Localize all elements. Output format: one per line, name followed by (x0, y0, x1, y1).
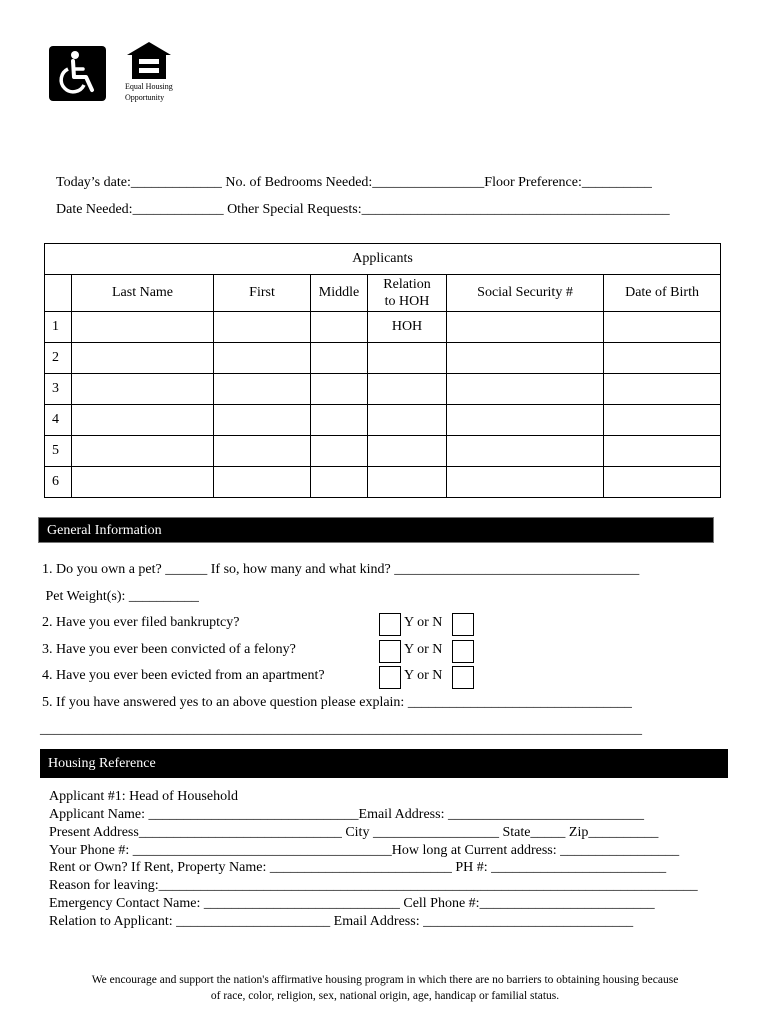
cell-middle[interactable] (311, 405, 368, 436)
cell-dob[interactable] (604, 467, 721, 498)
cell-ssn[interactable] (447, 343, 604, 374)
col-header-middle: Middle (311, 275, 368, 312)
present-address-field[interactable]: Present Address_____________________________ City __________________ State_____ Zip__________ (49, 825, 659, 840)
explain-extra-line[interactable]: ______________________________________________________________________________________ (40, 722, 642, 737)
col-header-last-name: Last Name (72, 275, 214, 312)
footer-line1: We encourage and support the nation's affirmative housing program in which there are no barriers to obtaining housing because (91, 974, 679, 986)
bankruptcy-question: 2. Have you ever filed bankruptcy? (42, 615, 240, 630)
cell-ssn[interactable] (447, 405, 604, 436)
applicant-name-email-field[interactable]: Applicant Name: ______________________________Email Address: ____________________________ (49, 807, 644, 822)
cell-relation[interactable] (368, 343, 447, 374)
applicant-head-label: Applicant #1: Head of Household (49, 789, 238, 804)
row-number: 3 (45, 374, 72, 405)
row-number: 2 (45, 343, 72, 374)
table-row (45, 467, 721, 498)
col-header-relation-line1: Relation (383, 277, 431, 292)
eho-caption-line1: Equal Housing (125, 82, 173, 91)
cell-dob[interactable] (604, 436, 721, 467)
cell-relation[interactable] (368, 436, 447, 467)
phone-duration-field[interactable]: Your Phone #: _____________________________________How long at Current address: _________________ (49, 843, 680, 858)
general-information-heading: General Information (38, 517, 714, 543)
cell-first[interactable] (214, 374, 311, 405)
header-line-dates-bedrooms[interactable]: Today’s date:_____________ No. of Bedrooms Needed:________________Floor Preference:__________ (56, 175, 652, 190)
cell-dob[interactable] (604, 312, 721, 343)
cell-dob[interactable] (604, 374, 721, 405)
explain-question[interactable]: 5. If you have answered yes to an above question please explain: ________________________________ (42, 695, 632, 710)
pet-question[interactable]: 1. Do you own a pet? ______ If so, how many and what kind? ___________________________________ (42, 562, 640, 577)
eho-caption-line2: Opportunity (125, 93, 165, 102)
cell-first[interactable] (214, 467, 311, 498)
cell-last-name[interactable] (72, 312, 214, 343)
felony-yes-checkbox[interactable] (379, 640, 401, 663)
cell-last-name[interactable] (72, 467, 214, 498)
table-row (45, 436, 721, 467)
eviction-yes-checkbox[interactable] (379, 666, 401, 689)
rent-own-field[interactable]: Rent or Own? If Rent, Property Name: __________________________ PH #: _________________________ (49, 860, 667, 875)
cell-relation[interactable] (368, 374, 447, 405)
table-row (45, 405, 721, 436)
row-number: 6 (45, 467, 72, 498)
cell-ssn[interactable] (447, 374, 604, 405)
cell-middle[interactable] (311, 436, 368, 467)
housing-reference-heading: Housing Reference (40, 749, 728, 778)
cell-relation[interactable] (368, 405, 447, 436)
cell-first[interactable] (214, 405, 311, 436)
row-number: 1 (45, 312, 72, 343)
col-header-number (45, 275, 72, 312)
cell-middle[interactable] (311, 343, 368, 374)
row-number: 5 (45, 436, 72, 467)
col-header-ssn: Social Security # (447, 275, 604, 312)
bankruptcy-yes-checkbox[interactable] (379, 613, 401, 636)
eviction-question: 4. Have you ever been evicted from an apartment? (42, 668, 325, 683)
cell-middle[interactable] (311, 467, 368, 498)
eviction-yn-label: Y or N (404, 668, 443, 683)
cell-first[interactable] (214, 436, 311, 467)
table-row (45, 343, 721, 374)
applicants-table (44, 243, 721, 498)
row-number: 4 (45, 405, 72, 436)
reason-leaving-field[interactable]: Reason for leaving:_____________________________________________________________________________ (49, 878, 698, 893)
cell-relation[interactable] (368, 467, 447, 498)
cell-relation[interactable]: HOH (368, 312, 447, 343)
cell-dob[interactable] (604, 405, 721, 436)
cell-first[interactable] (214, 312, 311, 343)
col-header-relation (368, 275, 447, 312)
cell-dob[interactable] (604, 343, 721, 374)
felony-question: 3. Have you ever been convicted of a felony? (42, 642, 296, 657)
cell-middle[interactable] (311, 312, 368, 343)
cell-last-name[interactable] (72, 405, 214, 436)
table-row (45, 374, 721, 405)
bankruptcy-no-checkbox[interactable] (452, 613, 474, 636)
cell-first[interactable] (214, 343, 311, 374)
footer-line2: of race, color, religion, sex, national origin, age, handicap or familial status. (210, 990, 560, 1002)
col-header-first: First (214, 275, 311, 312)
cell-last-name[interactable] (72, 343, 214, 374)
equal-housing-icon (125, 41, 173, 81)
cell-ssn[interactable] (447, 312, 604, 343)
pet-weight-field[interactable]: Pet Weight(s): __________ (42, 589, 199, 604)
cell-ssn[interactable] (447, 467, 604, 498)
fair-housing-statement (40, 972, 730, 1004)
col-header-relation-line2: to HOH (384, 294, 430, 309)
eviction-no-checkbox[interactable] (452, 666, 474, 689)
cell-middle[interactable] (311, 374, 368, 405)
cell-last-name[interactable] (72, 436, 214, 467)
bankruptcy-yn-label: Y or N (404, 615, 443, 630)
applicants-title: Applicants (45, 244, 721, 275)
cell-ssn[interactable] (447, 436, 604, 467)
emergency-contact-field[interactable]: Emergency Contact Name: ____________________________ Cell Phone #:_________________________ (49, 896, 655, 911)
col-header-dob: Date of Birth (604, 275, 721, 312)
equal-housing-caption (125, 81, 173, 103)
wheelchair-icon (49, 46, 106, 101)
cell-last-name[interactable] (72, 374, 214, 405)
relation-email-field[interactable]: Relation to Applicant: ______________________ Email Address: ______________________________ (49, 914, 634, 929)
table-row (45, 312, 721, 343)
header-line-date-needed-requests[interactable]: Date Needed:_____________ Other Special Requests:____________________________________________ (56, 202, 670, 217)
felony-no-checkbox[interactable] (452, 640, 474, 663)
felony-yn-label: Y or N (404, 642, 443, 657)
